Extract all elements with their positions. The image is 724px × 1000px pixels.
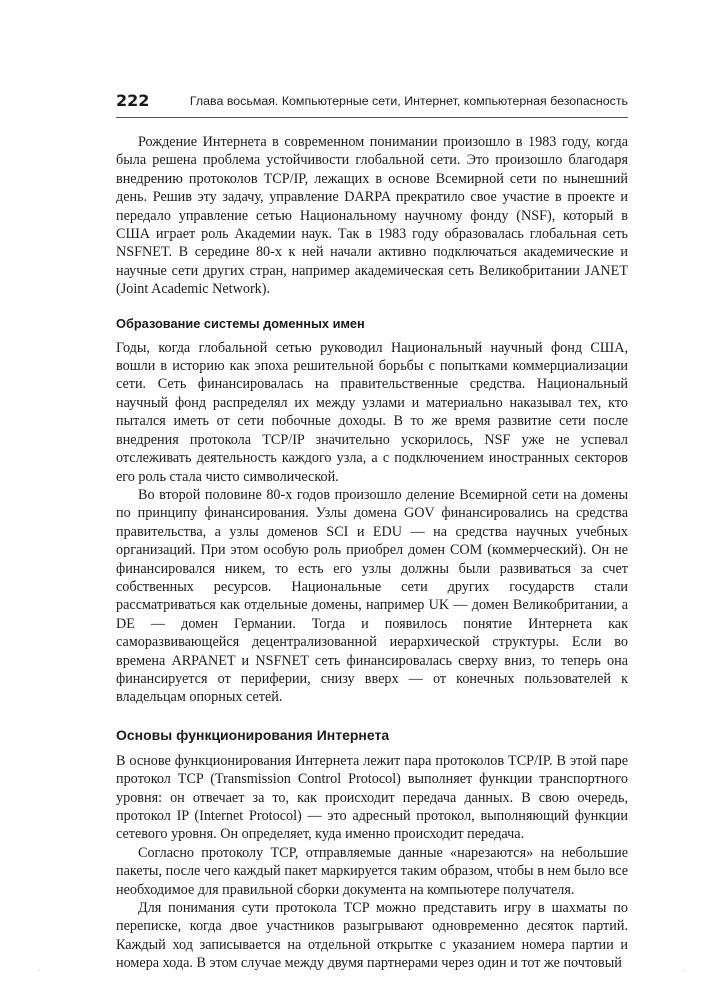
paragraph: В основе функционирования Интернета лежит пара протоколов TCP/IP. В этой паре протокол TCP (Transmission Control Protocol) выполняет функции транспортного уровня: он отвечает за то, как происходит передача данных. В свою очередь, протокол IP (Internet Protocol) — это адресный протокол, выполняющий функции сетевого уровня. Он определяет, куда именно происходит передача. bbox=[116, 752, 628, 843]
paragraph: Рождение Интернета в современном понимании произошло в 1983 году, когда была решена проблема устойчивости глобальной сети. Это произошло благодаря внедрению протоколов TCP/IP, лежащих в основе Всемирной сети по нынешний день. Решив эту задачу, управление DARPA прекратило свое участие в проекте и передало управление сетью Национальному научному фонду (NSF), который в США играет роль Академии наук. Так в 1983 году образовалась глобальная сеть NSFNET. В середине 80-х к ней начали активно подключаться академические и научные сети других стран, например академическая сеть Великобритании JANET (Joint Academic Network). bbox=[116, 134, 628, 298]
section-heading-domains: Образование системы доменных имен bbox=[116, 315, 365, 331]
paragraph: Согласно протоколу TCP, отправляемые данные «нарезаются» на небольшие пакеты, после чего каждый пакет маркируется таким образом, чтобы в нем было все необходимое для правильной сборки документа на компьютере получателя. bbox=[116, 844, 628, 898]
page-header bbox=[116, 90, 628, 116]
paragraph: Годы, когда глобальной сетью руководил Национальный научный фонд США, вошли в историю как эпоха решительной борьбы с попытками коммерциализации сети. Сеть финансировалась на правительственные средства. Национальный научный фонд распределял их между узлами и материально наказывал тех, кто пытался иметь от сети побочные доходы. В то же время развитие сети после внедрения протокола TCP/IP значительно ускорилось, NSF уже не успевал отслеживать деятельность каждого узла, а с подключением иностранных секторов его роль стала чисто символической. bbox=[116, 339, 628, 485]
header-rule bbox=[116, 117, 628, 118]
print-mark-right: · bbox=[683, 968, 685, 975]
page-number: 222 bbox=[116, 91, 150, 110]
print-mark-left: · bbox=[38, 968, 40, 975]
paragraph: Для понимания сути протокола TCP можно представить игру в шахматы по переписке, когда двое участников разыгрывают одновременно десяток партий. Каждый ход записывается на отдельной открытке с указанием номера партии и номера хода. В этом случае между двумя партнерами через один и тот же почтовый bbox=[116, 900, 628, 972]
running-title: Глава восьмая. Компьютерные сети, Интернет, компьютерная безопасность bbox=[189, 94, 628, 108]
paragraph: Во второй половине 80-х годов произошло деление Всемирной сети на домены по принципу финансирования. Узлы домена GOV финансировались на средства правительства, а узлы доменов SCI и EDU — на средства научных учебных организаций. При этом особую роль приобрел домен COM (коммерческий). Он не финансировался никем, то есть его узлы должны были развиваться за счет собственных ресурсов. Национальные сети других государств стали рассматриваться как отдельные домены, например UK — домен Великобритании, а DE — домен Германии. Тогда и появилось понятие Интернета как саморазвивающейся децентрализованной иерархической структуры. Если во времена ARPANET и NSFNET сеть финансировалась сверху вниз, то теперь она финансируется от периферии, снизу вверх — от конечных пользователей к владельцам опорных сетей. bbox=[116, 486, 628, 706]
section-heading-fundamentals: Основы функционирования Интернета bbox=[116, 726, 390, 743]
page-body bbox=[116, 133, 628, 973]
